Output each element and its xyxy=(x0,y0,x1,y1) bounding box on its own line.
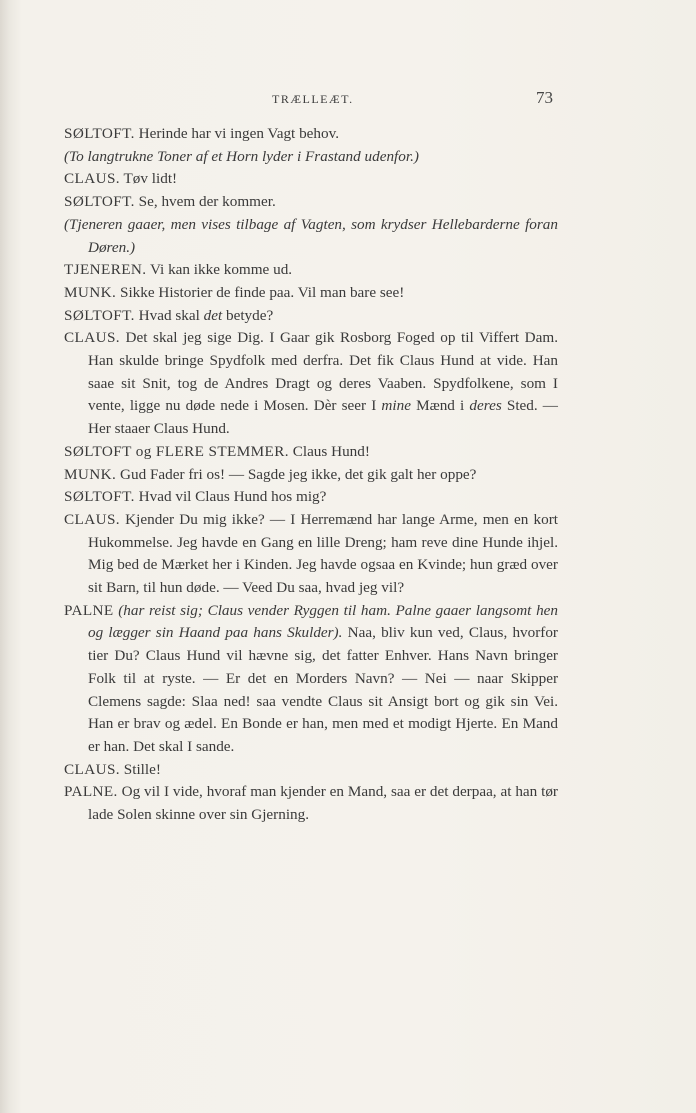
stage-text: (Tjeneren gaaer, men vises tilbage af Vagten, som krydser Hellebarderne foran Døren.) xyxy=(64,215,558,256)
speech-claus-2 xyxy=(0,327,696,441)
speaker: SØLTOFT og FLERE STEMMER. xyxy=(64,442,289,460)
speech-text: Tøv lidt! xyxy=(120,170,178,188)
speech-text: Naa, bliv kun ved, Claus, hvorfor tier Du? Claus Hund vil hævne sig, det fatter Enhver. Hans Navn bringer Folk til at ryste. — Er det en Morders Navn? — Nei — naar Skipper Clemens sagde: Slaa ned! saa vendte Claus sit Ansigt bort og gik sin Vei. Han er brav og ædel. En Bonde er han, men med et modigt Hjerte. En Mand er han. Det skal I sande. xyxy=(88,624,558,755)
speech-text: Mænd i xyxy=(410,397,470,415)
speaker: MUNK. xyxy=(64,283,117,301)
speaker: PALNE. xyxy=(64,783,118,801)
speech-soltoft-2 xyxy=(0,191,696,214)
speech-text: betyde? xyxy=(222,306,274,324)
speaker: SØLTOFT. xyxy=(64,488,135,506)
speech-text: Vi kan ikke komme ud. xyxy=(146,261,293,279)
stage-direction-horn xyxy=(0,146,696,169)
emphasis: mine xyxy=(381,397,411,415)
speech-soltoft-4 xyxy=(0,486,696,509)
speech-palne-2 xyxy=(0,781,696,826)
speech-text: Gud Fader fri os! — Sagde jeg ikke, det gik galt her oppe? xyxy=(116,465,477,483)
stage-text: (To langtrukne Toner af et Horn lyder i Frastand udenfor.) xyxy=(64,147,419,165)
speech-soltoft-chorus xyxy=(0,441,696,464)
speech-text: Sikke Historier de finde paa. Vil man bare see! xyxy=(116,283,405,301)
speech-claus-4 xyxy=(0,759,696,782)
speech-text: Herinde har vi ingen Vagt behov. xyxy=(134,125,339,142)
speech-text: Se, hvem der kommer. xyxy=(134,193,276,211)
emphasis: deres xyxy=(469,397,502,415)
speaker: SØLTOFT. xyxy=(64,306,135,324)
page-header xyxy=(0,88,696,112)
speaker: TJENEREN. xyxy=(64,261,147,279)
speech-claus-1 xyxy=(0,168,696,191)
play-text xyxy=(0,123,696,827)
speech-text: Det skal jeg sige Dig. I Gaar gik Rosborg Foged op til Viffert Dam. Han skulde bringe Spydfolk med derfra. Det fik Claus Hund at vide. Han saae sit Snit, tog de Andres Dragt og deres Vaaben. Spydfolkene, som I vente, ligge nu døde nede i Mosen. Dèr seer I xyxy=(88,329,558,415)
speech-text: Hvad vil Claus Hund hos mig? xyxy=(134,488,327,506)
speaker: MUNK. xyxy=(64,465,117,483)
stage-direction-inline: (har reist sig; Claus vender Ryggen til ham. Palne gaaer langsomt hen og lægger sin Haand paa hans Skulder). xyxy=(88,601,558,642)
speech-munk-1 xyxy=(0,282,696,305)
speech-soltoft-1 xyxy=(0,123,696,146)
speaker: SØLTOFT. xyxy=(64,125,135,142)
stage-direction-servant xyxy=(0,214,696,259)
speaker: PALNE xyxy=(64,601,114,619)
speech-text: Claus Hund! xyxy=(288,442,370,460)
speaker: CLAUS. xyxy=(64,329,120,347)
speaker: CLAUS. xyxy=(64,510,120,528)
speech-tjeneren xyxy=(0,259,696,282)
speech-text: Hvad skal xyxy=(134,306,204,324)
speaker: CLAUS. xyxy=(64,170,120,188)
speaker: CLAUS. xyxy=(64,760,120,778)
speech-soltoft-3 xyxy=(0,305,696,328)
page-number: 73 xyxy=(536,88,553,107)
speech-munk-2 xyxy=(0,464,696,487)
speech-text: Stille! xyxy=(120,760,161,778)
speech-text: Sted. — Her staaer Claus Hund. xyxy=(88,397,558,438)
speaker: SØLTOFT. xyxy=(64,193,135,211)
speech-text: Kjender Du mig ikke? — I Herremænd har lange Arme, men en kort Hukommelse. Jeg havde en Gang en lille Dreng; ham reve dine Hunde ihjel. Mig bed de Mærket her i Kinden. Jeg havde ogsaa en Kvinde; hun græd over sit Barn, til hun døde. — Veed Du saa, hvad jeg vil? xyxy=(88,510,558,597)
running-title: TRÆLLEÆT. xyxy=(272,92,354,106)
speech-palne-1 xyxy=(0,600,696,759)
speech-claus-3 xyxy=(0,509,696,600)
emphasis: det xyxy=(203,306,223,324)
speech-text: Og vil I vide, hvoraf man kjender en Mand, saa er det derpaa, at han tør lade Solen skinne over sin Gjerning. xyxy=(88,783,558,824)
